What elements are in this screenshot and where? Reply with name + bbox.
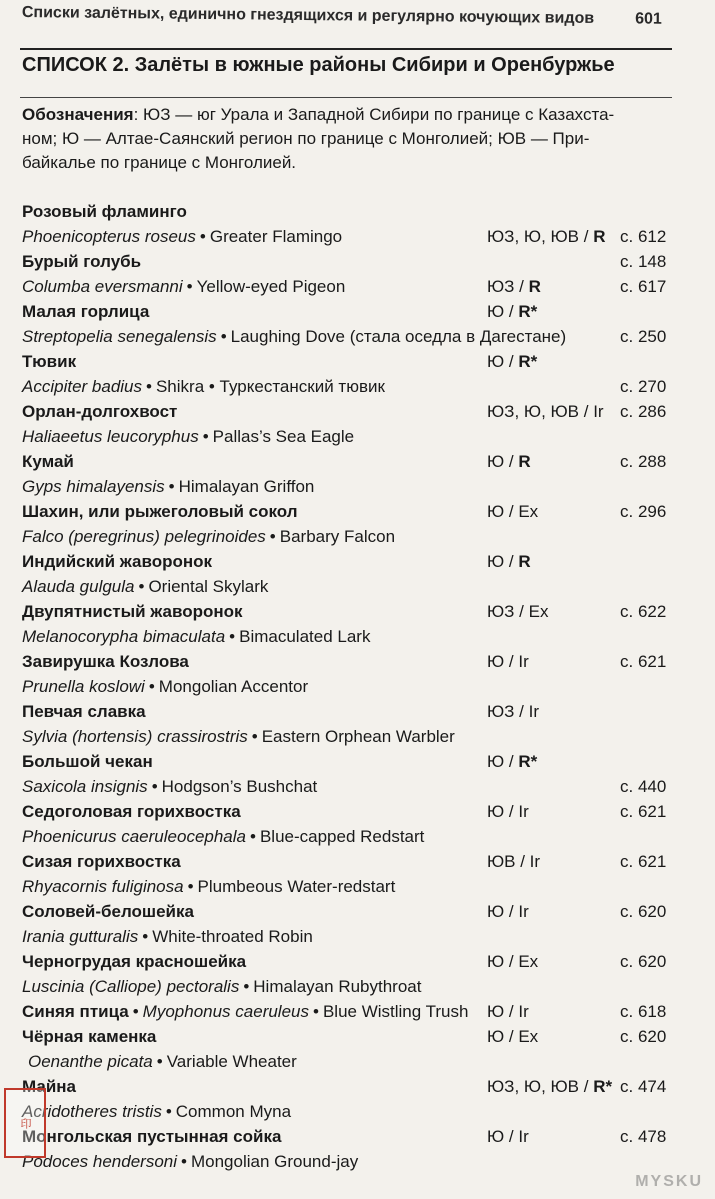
scientific-name: Haliaeetus leucoryphus — [22, 427, 199, 446]
status-category: R — [593, 227, 606, 246]
species-sci-row — [22, 377, 672, 402]
legend-line-3: байкалье по границе с Монголией. — [22, 153, 297, 172]
separator-dot: • — [146, 377, 152, 396]
status-code — [487, 227, 637, 247]
species-sci-row — [22, 627, 672, 652]
row-main — [22, 402, 177, 421]
species-sci-row — [22, 527, 672, 552]
status-region: Ю / — [487, 752, 519, 771]
status-code — [487, 502, 637, 522]
common-name: Himalayan Griffon — [178, 477, 315, 496]
status-region: Ю / — [487, 452, 519, 471]
species-name-row — [22, 752, 672, 777]
species-name-row — [22, 852, 672, 877]
species-sci-row — [22, 777, 672, 802]
page-ref: с. 440 — [620, 777, 667, 796]
separator-dot: • — [202, 427, 209, 446]
scientific-name: Accipiter badius — [22, 377, 143, 396]
status-region: Ю / Ir — [487, 902, 529, 921]
scientific-name: Alauda gulgula — [22, 577, 135, 596]
status-code — [487, 552, 637, 572]
status-category: R — [528, 277, 541, 296]
species-name-row — [22, 352, 672, 377]
species-sci-row — [22, 1152, 672, 1177]
common-name: White-throated Robin — [152, 927, 313, 946]
species-sci-row — [22, 977, 672, 1002]
status-code — [487, 802, 637, 822]
russian-name: Майна — [22, 1077, 76, 1096]
separator-dot: • — [229, 627, 236, 646]
species-sci-row — [22, 577, 672, 602]
title-rule — [20, 97, 672, 98]
species-sci-row — [22, 227, 672, 252]
russian-name: Малая горлица — [22, 302, 150, 321]
row-main — [22, 1102, 291, 1121]
page-ref: с. 621 — [620, 802, 667, 821]
scientific-name: Phoenicurus caeruleocephala — [22, 827, 246, 846]
separator-dot: • — [186, 277, 193, 296]
scientific-name: Melanocorypha bimaculata — [22, 627, 226, 646]
separator-dot: • — [243, 977, 250, 996]
common-name: Mongolian Accentor — [158, 677, 309, 696]
status-region: ЮЗ / — [487, 277, 529, 296]
species-name-row — [22, 652, 672, 677]
status-category: R* — [518, 352, 538, 371]
status-code — [487, 1077, 637, 1097]
russian-name: Черногрудая красношейка — [22, 952, 247, 971]
russian-name: Певчая славка — [22, 702, 146, 721]
status-region: Ю / — [487, 352, 519, 371]
status-region: Ю / Ir — [487, 652, 529, 671]
common-name: Pallas’s Sea Eagle — [212, 427, 355, 446]
row-main — [22, 552, 212, 571]
status-region: Ю / Ex — [487, 1027, 539, 1046]
status-code — [487, 452, 637, 472]
separator-dot: • — [187, 877, 194, 896]
row-main — [22, 502, 298, 521]
russian-name: Сизая горихвостка — [22, 852, 181, 871]
row-main — [22, 952, 246, 971]
row-main — [22, 202, 187, 221]
common-name: Variable Wheater — [166, 1052, 297, 1071]
status-code — [487, 752, 637, 772]
row-main — [22, 977, 421, 996]
status-region: ЮЗ / Ir — [487, 702, 539, 721]
species-name-row — [22, 802, 672, 827]
russian-name: Соловей-белошейка — [22, 902, 194, 921]
page-ref: с. 620 — [620, 952, 667, 971]
species-name-row — [22, 202, 672, 227]
list-title: СПИСОК 2. Залёты в южные районы Сибири и Оренбуржье — [22, 54, 615, 76]
russian-name: Шахин, или рыжеголовый сокол — [22, 502, 298, 521]
species-sci-row — [22, 827, 672, 852]
page-ref: с. 270 — [620, 377, 667, 396]
row-main — [22, 802, 241, 821]
common-name: Himalayan Rubythroat — [253, 977, 422, 996]
russian-name: Двупятнистый жаворонок — [22, 602, 243, 621]
separator-dot: • — [220, 327, 227, 346]
common-name: Plumbeous Water-redstart — [197, 877, 396, 896]
common-name: Barbary Falcon — [279, 527, 396, 546]
row-main — [22, 852, 181, 871]
scientific-name: Irania gutturalis — [22, 927, 139, 946]
separator-dot: • — [250, 827, 256, 846]
row-main — [22, 602, 243, 621]
status-code — [487, 852, 637, 872]
row-main — [22, 1127, 281, 1146]
row-main — [22, 377, 385, 396]
page-ref: с. 620 — [620, 1027, 667, 1046]
species-sci-row — [22, 277, 672, 302]
common-name: Blue Wistling Trush — [322, 1002, 469, 1021]
status-region: Ю / Ir — [487, 1002, 529, 1021]
row-main — [22, 902, 194, 921]
species-sci-row — [22, 1002, 672, 1027]
row-main — [22, 827, 424, 846]
common-name: Yellow-eyed Pigeon — [196, 277, 346, 296]
status-code — [487, 302, 637, 322]
species-sci-row — [22, 427, 672, 452]
species-sci-row — [22, 327, 672, 352]
status-region: Ю / Ex — [487, 952, 539, 971]
species-name-row — [22, 602, 672, 627]
species-name-row — [22, 552, 672, 577]
row-main — [22, 427, 354, 446]
scientific-name: Acridotheres tristis — [22, 1102, 162, 1121]
separator-dot: • — [148, 677, 155, 696]
separator-dot: • — [199, 227, 206, 246]
status-region: Ю / — [487, 552, 519, 571]
status-region: ЮВ / Ir — [487, 852, 541, 871]
common-name: Greater Flamingo — [209, 227, 343, 246]
species-name-row — [22, 952, 672, 977]
top-rule — [20, 48, 672, 50]
common-name: Blue-capped Redstart — [259, 827, 425, 846]
row-main — [22, 1002, 468, 1021]
separator-dot: • — [313, 1002, 319, 1021]
row-main — [22, 727, 455, 746]
separator-dot: • — [132, 1002, 139, 1021]
row-main — [22, 577, 268, 596]
page-ref: с. 621 — [620, 852, 667, 871]
row-main — [22, 227, 342, 246]
common-name: Common Myna — [175, 1102, 292, 1121]
status-region: ЮЗ, Ю, ЮВ / Ir — [487, 402, 604, 421]
row-main — [22, 702, 146, 721]
status-code — [487, 952, 637, 972]
russian-name: Монгольская пустынная сойка — [22, 1127, 282, 1146]
page-ref: с. 618 — [620, 1002, 667, 1021]
common-name: Laughing Dove (стала оседла в Дагестане) — [230, 327, 567, 346]
separator-dot: • — [142, 927, 149, 946]
scientific-name: Prunella koslowi — [22, 677, 145, 696]
russian-name: Орлан-долгохвост — [22, 402, 178, 421]
scientific-name: Luscinia (Calliope) pectoralis — [22, 977, 240, 996]
row-main — [22, 327, 566, 346]
species-name-row — [22, 1027, 672, 1052]
status-code — [487, 652, 637, 672]
scientific-name: Sylvia (hortensis) crassirostris — [22, 727, 248, 746]
species-list — [22, 202, 672, 1177]
status-region: ЮЗ, Ю, ЮВ / — [487, 1077, 594, 1096]
running-head — [22, 4, 662, 29]
russian-name: Седоголовая горихвостка — [22, 802, 241, 821]
common-name: Mongolian Ground-jay — [190, 1152, 359, 1171]
row-main — [22, 477, 314, 496]
row-main — [22, 1152, 358, 1171]
row-main — [22, 1052, 297, 1071]
russian-name: Большой чекан — [22, 752, 153, 771]
page-ref: с. 478 — [620, 1127, 667, 1146]
scientific-name: Streptopelia senegalensis — [22, 327, 217, 346]
watermark: MYSKU — [635, 1173, 703, 1190]
page-ref: с. 296 — [620, 502, 667, 521]
common-name: Hodgson’s Bushchat — [161, 777, 318, 796]
row-main — [22, 877, 395, 896]
separator-dot: • — [181, 1152, 187, 1171]
row-main — [22, 652, 189, 671]
russian-name: Кумай — [22, 452, 74, 471]
row-main — [22, 277, 345, 296]
legend — [22, 103, 672, 175]
row-main — [22, 302, 149, 321]
separator-dot: • — [151, 777, 158, 796]
scientific-name: Saxicola insignis — [22, 777, 148, 796]
scientific-name: Phoenicopterus roseus — [22, 227, 196, 246]
status-category: R — [518, 552, 531, 571]
status-code — [487, 277, 637, 297]
seal-stamp: 印 — [4, 1088, 46, 1158]
russian-name: Розовый фламинго — [22, 202, 187, 221]
legend-text-1: : ЮЗ — юг Урала и Западной Сибири по границе с Казахста- — [133, 105, 615, 124]
species-name-row — [22, 302, 672, 327]
row-main — [22, 452, 74, 471]
status-region: ЮЗ, Ю, ЮВ / — [487, 227, 594, 246]
russian-name: Синяя птица — [22, 1002, 129, 1021]
page-ref: с. 288 — [620, 452, 667, 471]
running-title: Списки залётных, единично гнездящихся и регулярно кочующих видов — [21, 4, 595, 27]
row-main — [22, 677, 308, 696]
species-name-row — [22, 452, 672, 477]
status-code — [487, 352, 637, 372]
scientific-name: Gyps himalayensis — [22, 477, 165, 496]
species-name-row — [22, 402, 672, 427]
species-sci-row — [22, 1052, 672, 1077]
page-ref: с. 620 — [620, 902, 667, 921]
page-ref: с. 621 — [620, 652, 667, 671]
status-code — [487, 402, 637, 422]
page-ref: с. 612 — [620, 227, 667, 246]
status-region: Ю / Ir — [487, 1127, 529, 1146]
separator-dot: • — [168, 477, 175, 496]
russian-name: Индийский жаворонок — [22, 552, 213, 571]
status-region: Ю / — [487, 302, 519, 321]
species-sci-row — [22, 1102, 672, 1127]
page-number: 601 — [635, 10, 662, 28]
species-sci-row — [22, 877, 672, 902]
common-name: Eastern Orphean Warbler — [261, 727, 455, 746]
species-name-row — [22, 1127, 672, 1152]
species-name-row — [22, 502, 672, 527]
status-region: ЮЗ / Ex — [487, 602, 549, 621]
page-ref: с. 622 — [620, 602, 667, 621]
page-ref: с. 474 — [620, 1077, 667, 1096]
separator-dot: • — [269, 527, 276, 546]
status-region: Ю / Ex — [487, 502, 539, 521]
page-ref: с. 617 — [620, 277, 667, 296]
status-region: Ю / Ir — [487, 802, 529, 821]
species-sci-row — [22, 727, 672, 752]
legend-label: Обозначения — [22, 105, 134, 124]
legend-line-1 — [22, 103, 672, 127]
scientific-name: Podoces hendersoni — [22, 1152, 178, 1171]
page-ref: с. 286 — [620, 402, 667, 421]
status-category: R* — [593, 1077, 613, 1096]
species-name-row — [22, 1077, 672, 1102]
separator-dot: • — [165, 1102, 172, 1121]
row-main — [22, 777, 317, 796]
scientific-name: Myophonus caeruleus — [142, 1002, 309, 1021]
status-category: R — [518, 452, 531, 471]
russian-name: Тювик — [22, 352, 77, 371]
scientific-name: Columba eversmanni — [22, 277, 183, 296]
species-sci-row — [22, 927, 672, 952]
separator-dot: • — [251, 727, 258, 746]
species-name-row — [22, 702, 672, 727]
status-code — [487, 602, 637, 622]
status-code — [487, 1027, 637, 1047]
common-name: Bimaculated Lark — [239, 627, 371, 646]
status-code — [487, 1127, 637, 1147]
scientific-name: Rhyacornis fuliginosa — [22, 877, 184, 896]
species-name-row — [22, 252, 672, 277]
legend-line-2: ном; Ю — Алтае-Саянский регион по границе с Монголией; ЮВ — При- — [22, 129, 590, 148]
row-main — [22, 1027, 156, 1046]
row-main — [22, 527, 395, 546]
status-code — [487, 902, 637, 922]
status-code — [487, 1002, 637, 1022]
common-name: Shikra • Туркестанский тювик — [155, 377, 385, 396]
species-sci-row — [22, 677, 672, 702]
status-category: R* — [518, 752, 538, 771]
species-sci-row — [22, 477, 672, 502]
row-main — [22, 252, 141, 271]
scientific-name: Oenanthe picata — [28, 1052, 153, 1071]
russian-name: Чёрная каменка — [22, 1027, 157, 1046]
russian-name: Бурый голубь — [22, 252, 142, 271]
page-ref: с. 250 — [620, 327, 667, 346]
russian-name: Завирушка Козлова — [22, 652, 189, 671]
species-name-row — [22, 902, 672, 927]
row-main — [22, 752, 153, 771]
page-ref: с. 148 — [620, 252, 667, 271]
row-main — [22, 352, 76, 371]
common-name: Oriental Skylark — [148, 577, 269, 596]
row-main — [22, 927, 313, 946]
separator-dot: • — [156, 1052, 163, 1071]
scientific-name: Falco (peregrinus) pelegrinoides — [22, 527, 266, 546]
row-main — [22, 627, 370, 646]
status-code — [487, 702, 637, 722]
separator-dot: • — [138, 577, 145, 596]
status-category: R* — [518, 302, 538, 321]
